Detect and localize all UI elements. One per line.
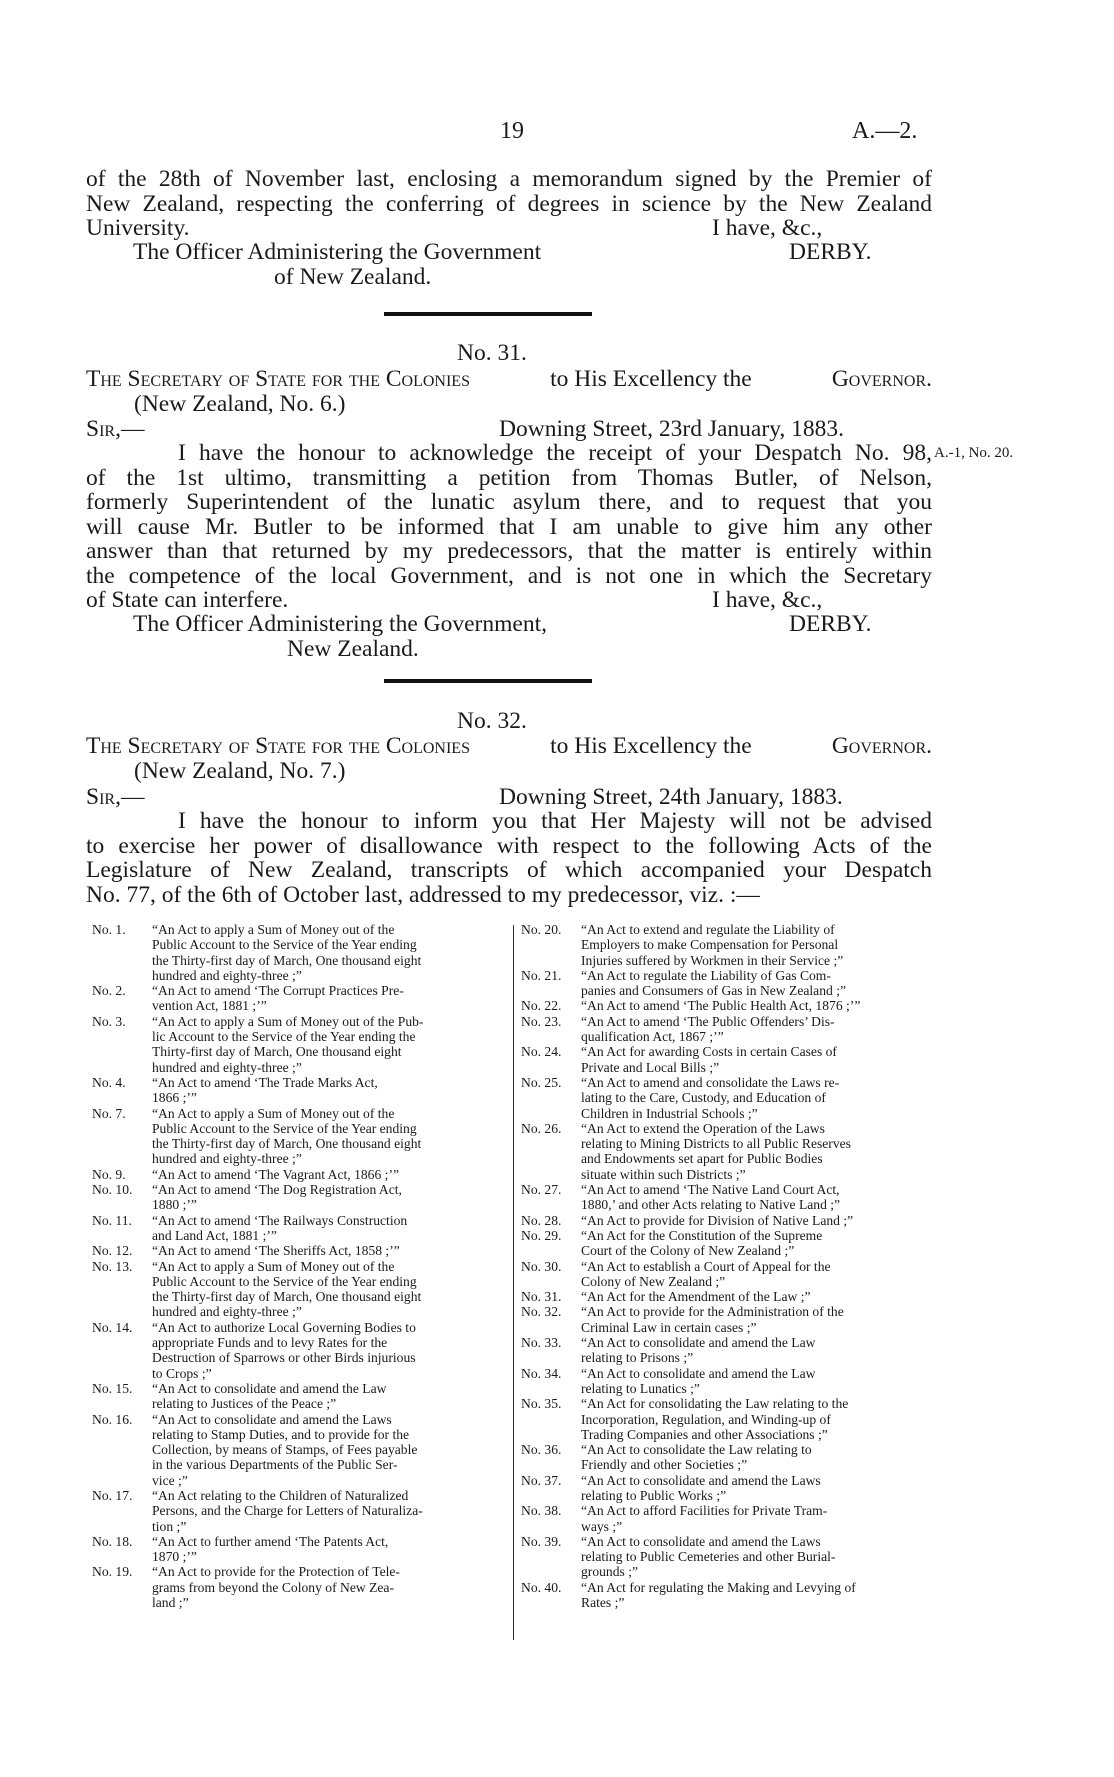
- act-title-line: the Thirty-first day of March, One thousand eight: [152, 1289, 422, 1305]
- act-title: [152, 1182, 506, 1213]
- act-list-item: [521, 1580, 935, 1611]
- act-title-line: “An Act to amend ‘The Vagrant Act, 1866 ;’”: [152, 1166, 400, 1182]
- act-number: No. 40.: [521, 1579, 562, 1595]
- act-title-line: “An Act for the Amendment of the Law ;”: [581, 1289, 811, 1305]
- act-title-line: “An Act to amend ‘The Native Land Court Act,: [581, 1182, 840, 1198]
- letter-heading: [86, 734, 932, 759]
- act-number: No. 15.: [92, 1380, 133, 1396]
- text-line: I have the honour to acknowledge the receipt of your Despatch No. 98,: [178, 440, 932, 466]
- act-title: [152, 1213, 506, 1244]
- act-number: No. 16.: [92, 1411, 133, 1427]
- act-title: [581, 1304, 935, 1335]
- act-title: [581, 998, 935, 1013]
- act-title-line: relating to Prisons ;”: [581, 1350, 694, 1366]
- act-list-item: [521, 1442, 935, 1473]
- act-number: No. 20.: [521, 922, 562, 937]
- act-title-line: Employers to make Compensation for Personal: [581, 937, 839, 953]
- act-title-line: relating to Lunatics ;”: [581, 1380, 700, 1396]
- signature: DERBY.: [789, 611, 872, 637]
- act-number: No. 38.: [521, 1503, 562, 1519]
- heading-to: to His Excellency the: [550, 366, 752, 392]
- act-title-line: “An Act to amend ‘The Sheriffs Act, 1858 ;’”: [152, 1243, 400, 1259]
- act-title: [152, 1075, 506, 1106]
- act-number: No. 3.: [92, 1013, 126, 1029]
- act-title-line: “An Act to provide for the Administration of the: [581, 1304, 844, 1320]
- act-title-line: “An Act to regulate the Liability of Gas Com-: [581, 967, 831, 983]
- heading-to: to His Excellency the: [550, 733, 752, 759]
- act-list-item: [92, 1182, 506, 1213]
- act-title-line: “An Act to authorize Local Governing Bodies to: [152, 1319, 416, 1335]
- act-title-line: “An Act to apply a Sum of Money out of the Pub-: [152, 1013, 424, 1029]
- act-title: [581, 1473, 935, 1504]
- act-title-line: tion ;”: [152, 1518, 187, 1534]
- act-title-line: 1880 ;’”: [152, 1197, 197, 1213]
- act-list-item: [92, 1320, 506, 1381]
- act-title: [581, 1044, 935, 1075]
- column-divider: [513, 925, 514, 1640]
- act-title-line: “An Act to apply a Sum of Money out of the: [152, 922, 395, 937]
- addressee-line: of New Zealand.: [274, 264, 432, 290]
- text-line: New Zealand, respecting the conferring of degrees in science by the New Zealand: [86, 190, 932, 217]
- act-number: No. 23.: [521, 1013, 562, 1029]
- act-list-item: [92, 922, 506, 983]
- act-title-line: and Endowments set apart for Public Bodies: [581, 1151, 823, 1167]
- letter-number: No. 31.: [457, 340, 527, 366]
- text-line: formerly Superintendent of the lunatic asylum there, and to request that you: [86, 489, 932, 515]
- act-list-item: [521, 998, 935, 1013]
- text-line: will cause Mr. Butler to be informed that I am unable to give him any other: [86, 513, 932, 540]
- act-list-item: [521, 1075, 935, 1121]
- addressee-line: The Officer Administering the Government,: [133, 611, 547, 637]
- act-title: [581, 1014, 935, 1045]
- act-list-item: [521, 1335, 935, 1366]
- letter-body: [86, 809, 932, 907]
- act-list-item: [92, 1167, 506, 1182]
- document-reference: A.—2.: [852, 118, 918, 144]
- act-number: No. 35.: [521, 1396, 562, 1412]
- sign-off: I have, &c.,: [712, 587, 823, 613]
- act-title-line: Rates ;”: [581, 1595, 625, 1611]
- act-list-item: [92, 1564, 506, 1610]
- act-title: [581, 1396, 935, 1442]
- act-title-line: hundred and eighty-three ;”: [152, 1059, 302, 1075]
- act-title-line: 1866 ;’”: [152, 1090, 197, 1106]
- act-title-line: Public Account to the Service of the Year ending: [152, 1273, 417, 1289]
- act-list-item: [92, 1075, 506, 1106]
- act-title-line: “An Act for the Constitution of the Supreme: [581, 1227, 823, 1243]
- act-number: No. 39.: [521, 1533, 562, 1549]
- act-title-line: “An Act to amend ‘The Corrupt Practices Pre-: [152, 983, 404, 999]
- act-title-line: grounds ;”: [581, 1564, 639, 1580]
- act-title-line: situate within such Districts ;”: [581, 1166, 746, 1182]
- act-list-item: [521, 1213, 935, 1228]
- act-number: No. 14.: [92, 1319, 133, 1335]
- act-title-line: Incorporation, Regulation, and Winding-up of: [581, 1411, 831, 1427]
- text-line: of the 28th of November last, enclosing a memorandum signed by the Premier of: [86, 166, 932, 192]
- act-title-line: hundred and eighty-three ;”: [152, 1304, 302, 1320]
- act-list-item: [92, 1213, 506, 1244]
- act-number: No. 11.: [92, 1212, 132, 1228]
- act-list-item: [521, 1121, 935, 1182]
- act-title: [152, 1564, 506, 1610]
- act-number: No. 30.: [521, 1258, 562, 1274]
- act-title-line: “An Act to consolidate and amend the Laws: [152, 1411, 392, 1427]
- act-number: No. 36.: [521, 1442, 562, 1458]
- act-number: No. 24.: [521, 1044, 562, 1060]
- act-number: No. 28.: [521, 1212, 562, 1228]
- act-title-line: qualification Act, 1867 ;’”: [581, 1029, 724, 1045]
- act-number: No. 25.: [521, 1074, 562, 1090]
- act-title-line: “An Act to amend ‘The Railways Construction: [152, 1212, 408, 1228]
- act-number: No. 32.: [521, 1304, 562, 1320]
- act-title: [581, 1366, 935, 1397]
- act-list-item: [521, 922, 935, 968]
- act-title-line: “An Act for regulating the Making and Levying of: [581, 1579, 856, 1595]
- act-title-line: “An Act to further amend ‘The Patents Act,: [152, 1533, 389, 1549]
- act-title-line: relating to Mining Districts to all Public Reserves: [581, 1136, 851, 1152]
- act-title: [152, 1106, 506, 1167]
- despatch-series: (New Zealand, No. 6.): [134, 391, 346, 417]
- heading-from: The Secretary of State for the Colonies: [86, 733, 470, 759]
- act-title: [581, 1075, 935, 1121]
- salutation: Sir,—: [86, 416, 145, 442]
- text-line: of the 1st ultimo, transmitting a petition from Thomas Butler, of Nelson,: [86, 464, 932, 491]
- act-title-line: Friendly and other Societies ;”: [581, 1457, 748, 1473]
- act-title-line: lating to the Care, Custody, and Education of: [581, 1090, 826, 1106]
- text-line: No. 77, of the 6th of October last, addressed to my predecessor, viz. :—: [86, 881, 760, 908]
- act-title-line: “An Act to amend ‘The Dog Registration Act,: [152, 1182, 402, 1198]
- act-title: [581, 1442, 935, 1473]
- act-number: No. 18.: [92, 1533, 133, 1549]
- text-line: Legislature of New Zealand, transcripts of which accompanied your Despatch: [86, 857, 932, 883]
- act-list-item: [521, 1503, 935, 1534]
- act-title-line: Private and Local Bills ;”: [581, 1059, 720, 1075]
- addressee-line: New Zealand.: [287, 636, 419, 662]
- act-list-item: [521, 1044, 935, 1075]
- act-title-line: “An Act to amend ‘The Public Health Act, 1876 ;’”: [581, 998, 861, 1014]
- act-title-line: 1870 ;’”: [152, 1549, 197, 1565]
- act-title: [152, 983, 506, 1014]
- act-title: [152, 1243, 506, 1258]
- act-title-line: Trading Companies and other Associations ;”: [581, 1426, 828, 1442]
- place-date: Downing Street, 23rd January, 1883.: [499, 416, 845, 442]
- text-line: of State can interfere.: [86, 587, 289, 613]
- act-title-line: the Thirty-first day of March, One thousand eight: [152, 952, 422, 968]
- acts-list-left: [92, 922, 506, 1610]
- act-title-line: “An Act to consolidate and amend the Laws: [581, 1533, 821, 1549]
- act-number: No. 13.: [92, 1258, 133, 1274]
- act-title-line: Thirty-first day of March, One thousand eight: [152, 1044, 402, 1060]
- act-title-line: Persons, and the Charge for Letters of Naturaliza-: [152, 1503, 423, 1519]
- act-number: No. 27.: [521, 1182, 562, 1198]
- text-line: answer than that returned by my predecessors, that the matter is entirely within: [86, 538, 932, 564]
- act-title-line: “An Act to consolidate and amend the Law: [152, 1380, 387, 1396]
- act-title-line: and Land Act, 1881 ;’”: [152, 1227, 277, 1243]
- act-title: [581, 968, 935, 999]
- text-line: the competence of the local Government, and is not one in which the Secretary: [86, 562, 932, 589]
- act-list-item: [521, 1228, 935, 1259]
- margin-reference: A.-1, No. 20.: [934, 445, 1014, 461]
- act-number: No. 9.: [92, 1166, 126, 1182]
- act-title-line: “An Act for consolidating the Law relating to the: [581, 1396, 849, 1412]
- act-title-line: Criminal Law in certain cases ;”: [581, 1319, 757, 1335]
- act-title-line: Destruction of Sparrows or other Birds injurious: [152, 1350, 416, 1366]
- act-list-item: [521, 1014, 935, 1045]
- act-title: [581, 1259, 935, 1290]
- page-number: 19: [500, 118, 524, 144]
- act-title-line: Court of the Colony of New Zealand ;”: [581, 1243, 795, 1259]
- act-list-item: [92, 983, 506, 1014]
- signature: DERBY.: [789, 239, 872, 265]
- act-list-item: [521, 1534, 935, 1580]
- act-number: No. 31.: [521, 1289, 562, 1305]
- act-title: [152, 922, 506, 983]
- text-line: to exercise her power of disallowance with respect to the following Acts of the: [86, 832, 932, 859]
- act-list-item: [92, 1259, 506, 1320]
- text-line: I have the honour to inform you that Her Majesty will not be advised: [178, 808, 932, 834]
- act-title-line: “An Act to establish a Court of Appeal for the: [581, 1258, 831, 1274]
- act-title-line: “An Act to consolidate and amend the Laws: [581, 1472, 821, 1488]
- act-title-line: Colony of New Zealand ;”: [581, 1273, 726, 1289]
- act-title-line: “An Act to provide for Division of Native Land ;”: [581, 1212, 854, 1228]
- act-list-item: [92, 1534, 506, 1565]
- act-title-line: “An Act to amend and consolidate the Laws re-: [581, 1074, 840, 1090]
- act-title-line: vention Act, 1881 ;’”: [152, 998, 267, 1014]
- act-title: [152, 1381, 506, 1412]
- act-title: [581, 1121, 935, 1182]
- act-title-line: hundred and eighty-three ;”: [152, 1151, 302, 1167]
- letter-heading: [86, 367, 932, 392]
- act-title-line: “An Act for awarding Costs in certain Cases of: [581, 1044, 837, 1060]
- heading-title: Governor.: [831, 366, 932, 392]
- act-number: No. 12.: [92, 1243, 133, 1259]
- act-title: [581, 1289, 935, 1304]
- act-number: No. 21.: [521, 967, 562, 983]
- act-title-line: to Crops ;”: [152, 1365, 212, 1381]
- act-title: [581, 1335, 935, 1366]
- acts-list-right: [521, 922, 935, 1610]
- act-title-line: vice ;”: [152, 1472, 188, 1488]
- act-title-line: “An Act to amend ‘The Trade Marks Act,: [152, 1074, 378, 1090]
- act-title-line: Collection, by means of Stamps, of Fees payable: [152, 1442, 418, 1458]
- act-title: [152, 1259, 506, 1320]
- place-date: Downing Street, 24th January, 1883.: [499, 784, 843, 810]
- act-list-item: [521, 1259, 935, 1290]
- act-title-line: land ;”: [152, 1595, 189, 1611]
- heading-from: The Secretary of State for the Colonies: [86, 366, 470, 392]
- act-number: No. 34.: [521, 1365, 562, 1381]
- act-title: [152, 1167, 506, 1182]
- act-title: [152, 1488, 506, 1534]
- act-title-line: “An Act to apply a Sum of Money out of the: [152, 1258, 395, 1274]
- act-title-line: “An Act to extend the Operation of the Laws: [581, 1120, 825, 1136]
- act-title-line: Public Account to the Service of the Year ending: [152, 1120, 417, 1136]
- act-title-line: lic Account to the Service of the Year ending the: [152, 1029, 416, 1045]
- act-title-line: appropriate Funds and to levy Rates for the: [152, 1335, 388, 1351]
- act-list-item: [521, 1473, 935, 1504]
- act-list-item: [521, 1304, 935, 1335]
- act-number: No. 29.: [521, 1227, 562, 1243]
- act-number: No. 1.: [92, 922, 126, 937]
- act-title-line: “An Act relating to the Children of Naturalized: [152, 1487, 409, 1503]
- act-title: [152, 1014, 506, 1075]
- letter-number: No. 32.: [457, 708, 527, 734]
- act-title: [581, 1534, 935, 1580]
- act-title-line: Public Account to the Service of the Year ending: [152, 937, 417, 953]
- act-title-line: hundred and eighty-three ;”: [152, 967, 302, 983]
- act-title-line: 1880,’ and other Acts relating to Native Land ;”: [581, 1197, 841, 1213]
- act-list-item: [92, 1488, 506, 1534]
- act-list-item: [521, 1289, 935, 1304]
- act-list-item: [521, 1396, 935, 1442]
- act-title: [581, 1228, 935, 1259]
- heading-title: Governor.: [831, 733, 932, 759]
- act-number: No. 17.: [92, 1487, 133, 1503]
- act-list-item: [521, 1182, 935, 1213]
- section-divider: [384, 312, 592, 316]
- section-divider: [384, 679, 592, 683]
- act-number: No. 26.: [521, 1120, 562, 1136]
- salutation: Sir,—: [86, 784, 145, 810]
- act-number: No. 4.: [92, 1074, 126, 1090]
- act-list-item: [521, 1366, 935, 1397]
- act-title-line: “An Act to consolidate and amend the Law: [581, 1365, 816, 1381]
- act-title: [152, 1412, 506, 1488]
- act-number: No. 37.: [521, 1472, 562, 1488]
- act-number: No. 19.: [92, 1564, 133, 1580]
- act-title-line: ways ;”: [581, 1518, 623, 1534]
- addressee-line: The Officer Administering the Government: [133, 239, 542, 265]
- act-title: [581, 1580, 935, 1611]
- act-title: [152, 1534, 506, 1565]
- act-title-line: in the various Departments of the Public Ser-: [152, 1457, 398, 1473]
- act-number: No. 2.: [92, 983, 126, 999]
- act-list-item: [521, 968, 935, 999]
- act-title-line: relating to Public Works ;”: [581, 1487, 727, 1503]
- act-title-line: relating to Public Cemeteries and other Burial-: [581, 1549, 836, 1565]
- act-title-line: “An Act to extend and regulate the Liability of: [581, 922, 835, 937]
- act-list-item: [92, 1243, 506, 1258]
- act-list-item: [92, 1381, 506, 1412]
- sign-off: I have, &c.,: [712, 215, 823, 241]
- act-title-line: Injuries suffered by Workmen in their Service ;”: [581, 952, 844, 968]
- act-title-line: “An Act to amend ‘The Public Offenders’ Dis-: [581, 1013, 835, 1029]
- act-title-line: relating to Stamp Duties, and to provide for the: [152, 1426, 410, 1442]
- act-title-line: Children in Industrial Schools ;”: [581, 1105, 758, 1121]
- act-number: No. 22.: [521, 998, 562, 1014]
- act-title: [581, 1213, 935, 1228]
- despatch-series: (New Zealand, No. 7.): [134, 758, 346, 784]
- text-line: University.: [86, 215, 190, 241]
- act-number: No. 10.: [92, 1182, 133, 1198]
- act-title: [581, 1503, 935, 1534]
- act-title: [581, 922, 935, 968]
- act-number: No. 7.: [92, 1105, 126, 1121]
- act-title-line: “An Act to consolidate and amend the Law: [581, 1335, 816, 1351]
- act-title-line: “An Act to afford Facilities for Private Tram-: [581, 1503, 828, 1519]
- act-list-item: [92, 1106, 506, 1167]
- act-number: No. 33.: [521, 1335, 562, 1351]
- act-list-item: [92, 1412, 506, 1488]
- act-title-line: the Thirty-first day of March, One thousand eight: [152, 1136, 422, 1152]
- act-title-line: grams from beyond the Colony of New Zea-: [152, 1579, 394, 1595]
- act-title: [581, 1182, 935, 1213]
- act-title-line: “An Act to consolidate the Law relating to: [581, 1442, 812, 1458]
- act-title-line: relating to Justices of the Peace ;”: [152, 1396, 337, 1412]
- act-title: [152, 1320, 506, 1381]
- act-list-item: [92, 1014, 506, 1075]
- act-title-line: panies and Consumers of Gas in New Zealand ;”: [581, 983, 847, 999]
- act-title-line: “An Act to provide for the Protection of Tele-: [152, 1564, 400, 1580]
- act-title-line: “An Act to apply a Sum of Money out of the: [152, 1105, 395, 1121]
